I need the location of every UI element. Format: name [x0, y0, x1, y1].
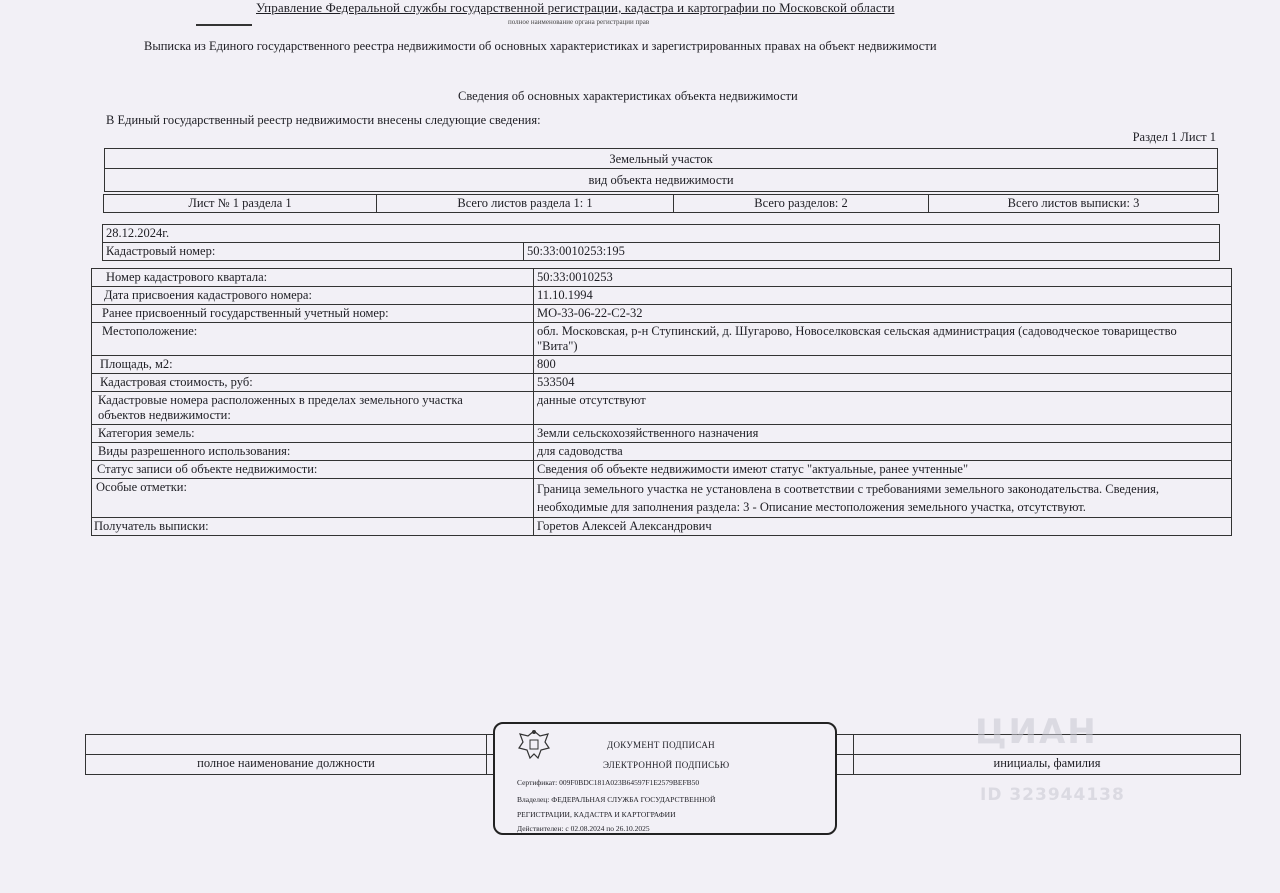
validity-period: Действителен: с 02.08.2024 по 26.10.2025 — [517, 824, 650, 833]
object-type-box — [104, 148, 1218, 192]
table-row — [92, 461, 1232, 479]
table-row — [92, 269, 1232, 287]
table-row — [92, 443, 1232, 461]
sheet-number: Лист № 1 раздела 1 — [104, 195, 377, 213]
row-label: Кадастровая стоимость, руб: — [92, 374, 534, 392]
row-label: Статус записи об объекте недвижимости: — [92, 461, 534, 479]
row-value: Земли сельскохозяйственного назначения — [534, 425, 1232, 443]
coat-of-arms-icon — [515, 728, 553, 767]
row-label: Номер кадастрового квартала: — [92, 269, 534, 287]
row-value: Горетов Алексей Александрович — [534, 518, 1232, 536]
table-row — [92, 425, 1232, 443]
table-row — [92, 356, 1232, 374]
watermark-id: ID 323944138 — [980, 785, 1125, 805]
row-value: Граница земельного участка не установлена в соответствии с требованиями земельного законодательства. Сведения, необходимые для заполнения раздела: 3 - Описание местоположения земельного участка, отсутствуют. — [534, 479, 1232, 518]
sheet-info-table — [103, 194, 1219, 213]
table-row — [92, 305, 1232, 323]
row-value: для садоводства — [534, 443, 1232, 461]
cadastral-value: 50:33:0010253:195 — [524, 243, 1220, 261]
row-label: Площадь, м2: — [92, 356, 534, 374]
row-label: Виды разрешенного использования: — [92, 443, 534, 461]
owner-line-1: Владелец: ФЕДЕРАЛЬНАЯ СЛУЖБА ГОСУДАРСТВЕННОЙ — [517, 795, 716, 804]
row-value: данные отсутствуют — [534, 392, 1232, 425]
table-row — [92, 374, 1232, 392]
cadastral-table — [102, 224, 1220, 261]
row-label: Категория земель: — [92, 425, 534, 443]
table-row — [92, 518, 1232, 536]
owner-line-2: РЕГИСТРАЦИИ, КАДАСТРА И КАРТОГРАФИИ — [517, 810, 676, 819]
header-underline — [196, 24, 252, 26]
certificate-number: Сертификат: 009F0BDC181A023B64597F1E2579BEFB50 — [517, 778, 700, 787]
organization-name: Управление Федеральной службы государственной регистрации, кадастра и картографии по Московской области — [256, 0, 895, 15]
initials-caption: инициалы, фамилия — [854, 755, 1241, 775]
row-value: Сведения об объекте недвижимости имеют статус "актуальные, ранее учтенные" — [534, 461, 1232, 479]
attributes-table — [91, 268, 1232, 536]
row-label: Местоположение: — [92, 323, 534, 356]
object-type: Земельный участок — [105, 149, 1217, 169]
document-title: Выписка из Единого государственного реестра недвижимости об основных характеристиках и зарегистрированных правах на объект недвижимости — [144, 39, 937, 53]
sections-total: Всего разделов: 2 — [674, 195, 929, 213]
table-row — [92, 479, 1232, 518]
intro-text: В Единый государственный реестр недвижимости внесены следующие сведения: — [106, 113, 541, 127]
cadastral-label: Кадастровый номер: — [103, 243, 524, 261]
section-title: Сведения об основных характеристиках объекта недвижимости — [458, 89, 798, 103]
row-label: Дата присвоения кадастрового номера: — [92, 287, 534, 305]
row-value: обл. Московская, р-н Ступинский, д. Шугарово, Новоселковская сельская администрация (садоводческое товарищество "Вита") — [534, 323, 1232, 356]
row-value: 11.10.1994 — [534, 287, 1232, 305]
position-cell — [86, 735, 487, 755]
row-label: Кадастровые номера расположенных в пределах земельного участка объектов недвижимости: — [92, 392, 534, 425]
table-row — [92, 287, 1232, 305]
signed-line-2: ЭЛЕКТРОННОЙ ПОДПИСЬЮ — [603, 760, 730, 770]
sheets-in-section: Всего листов раздела 1: 1 — [377, 195, 674, 213]
row-value: 50:33:0010253 — [534, 269, 1232, 287]
row-value: МО-33-06-22-С2-32 — [534, 305, 1232, 323]
extract-date: 28.12.2024г. — [103, 225, 1220, 243]
part-label: Раздел 1 Лист 1 — [1132, 130, 1216, 144]
row-label: Ранее присвоенный государственный учетный номер: — [92, 305, 534, 323]
sheets-total: Всего листов выписки: 3 — [929, 195, 1219, 213]
organization-caption: полное наименование органа регистрации прав — [508, 18, 650, 26]
row-label: Особые отметки: — [92, 479, 534, 518]
electronic-signature-stamp — [493, 722, 837, 835]
row-value: 533504 — [534, 374, 1232, 392]
watermark-brand: ЦИАН — [975, 712, 1098, 752]
table-row — [92, 392, 1232, 425]
table-row — [92, 323, 1232, 356]
signed-line-1: ДОКУМЕНТ ПОДПИСАН — [607, 740, 715, 750]
row-value: 800 — [534, 356, 1232, 374]
position-caption: полное наименование должности — [86, 755, 487, 775]
row-label: Получатель выписки: — [92, 518, 534, 536]
object-type-caption: вид объекта недвижимости — [588, 173, 734, 187]
